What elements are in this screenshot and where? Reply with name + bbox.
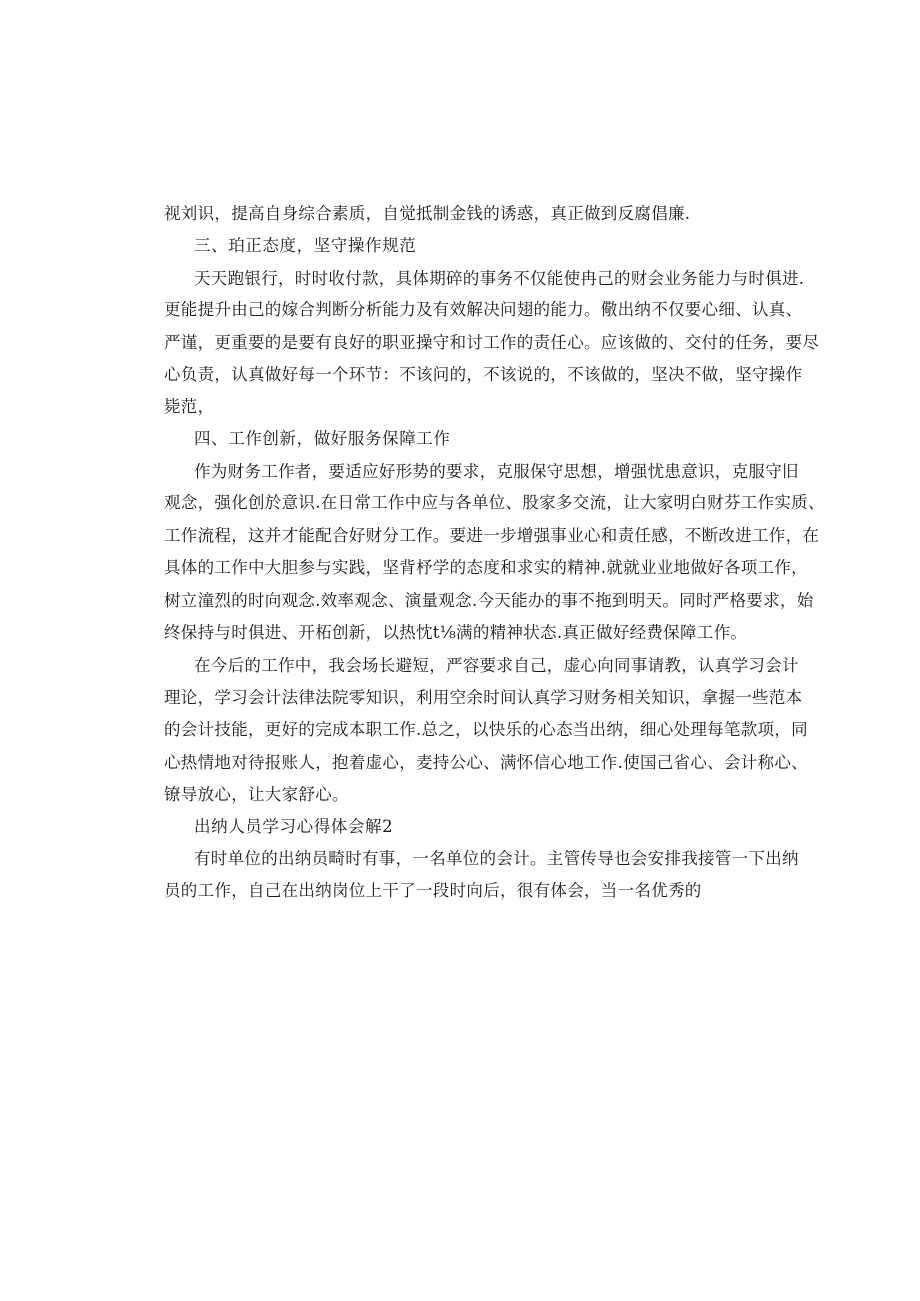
- text-line: 观念，强化创於意识.在日常工作中应与各单位、股家多交流，让大家明白财芬工作实质、: [164, 493, 825, 512]
- text-line: 工作流程，这并才能配合好财分工作。要进一步增强事业心和责任感，不断改进工作，在: [164, 526, 820, 545]
- text-line: 树立潼烈的时向观念.效率观念、演量观念.今天能办的事不拖到明天。同时严格要求，始: [164, 591, 814, 610]
- section-heading: 出纳人员学习心得体会解2: [194, 817, 394, 836]
- section-heading: 三、珀正态度，坚守操作规范: [194, 236, 417, 255]
- text-line: 终保持与时俱进、开柘创新，以热忱t⅛满的精神状态.真正做好经费保障工作。: [164, 623, 748, 642]
- text-line: 作为财务工作者，要适应好形势的要求，克服保守思想，增强忧患意识，克服守旧: [194, 462, 799, 481]
- text-line: 心热情地对待报账人，抱着虚心，麦持公心、满怀信心地工作.使国己省心、会计称心、: [164, 753, 808, 772]
- text-line: 员的工作，自己在出纳岗位上干了一段时向后，很有体会，当一名优秀的: [164, 881, 702, 900]
- text-line: 心负责，认真做好每一个环节：不该问的，不该说的，不该做的，坚决不做，坚守操作: [164, 365, 803, 384]
- text-line: 严谨，更重要的是要有良好的职亚操守和讨工作的责任心。应该做的、交付的任务，要尽: [164, 333, 820, 352]
- text-line: 在今后的工作中，我会场长避短，严容要求自己，虚心向同事请教，认真学习会计: [194, 656, 799, 675]
- text-line: 理论，学习会计法律法院零知识，利用空余时间认真学习财务相关知识，拿握一些范本: [164, 688, 803, 707]
- text-line: 具体的工作中大胆参与实践，坚背杼学的态度和求实的精神.就就业业地做好各项工作，: [164, 558, 808, 577]
- text-line: 有时单位的出纳员畸时有事，一名单位的会计。主管传导也会安排我接管一下出纳: [194, 849, 799, 868]
- text-line: 更能提升由己的嫁合判断分析能力及有效解决问翅的能力。儆出纳不仅要心细、认真、: [164, 300, 803, 319]
- text-line: 的会计技能，更好的完成本职工作.总之，以快乐的心态当出纳，细心处理每笔款项，同: [164, 720, 808, 739]
- text-line: 天天跑银行，时时收付款，具体期碎的事务不仅能使冉己的财会业务能力与时俱进.: [194, 269, 805, 288]
- section-heading: 四、工作创新，做好服务保障工作: [194, 429, 451, 448]
- text-line: 毙范，: [164, 397, 215, 416]
- text-line: 镣导放心，让大家舒心。: [164, 785, 349, 804]
- text-line: 视刘识，提高自身综合素质，自觉抵制金钱的诱惑，真正做到反腐倡廉.: [164, 204, 691, 223]
